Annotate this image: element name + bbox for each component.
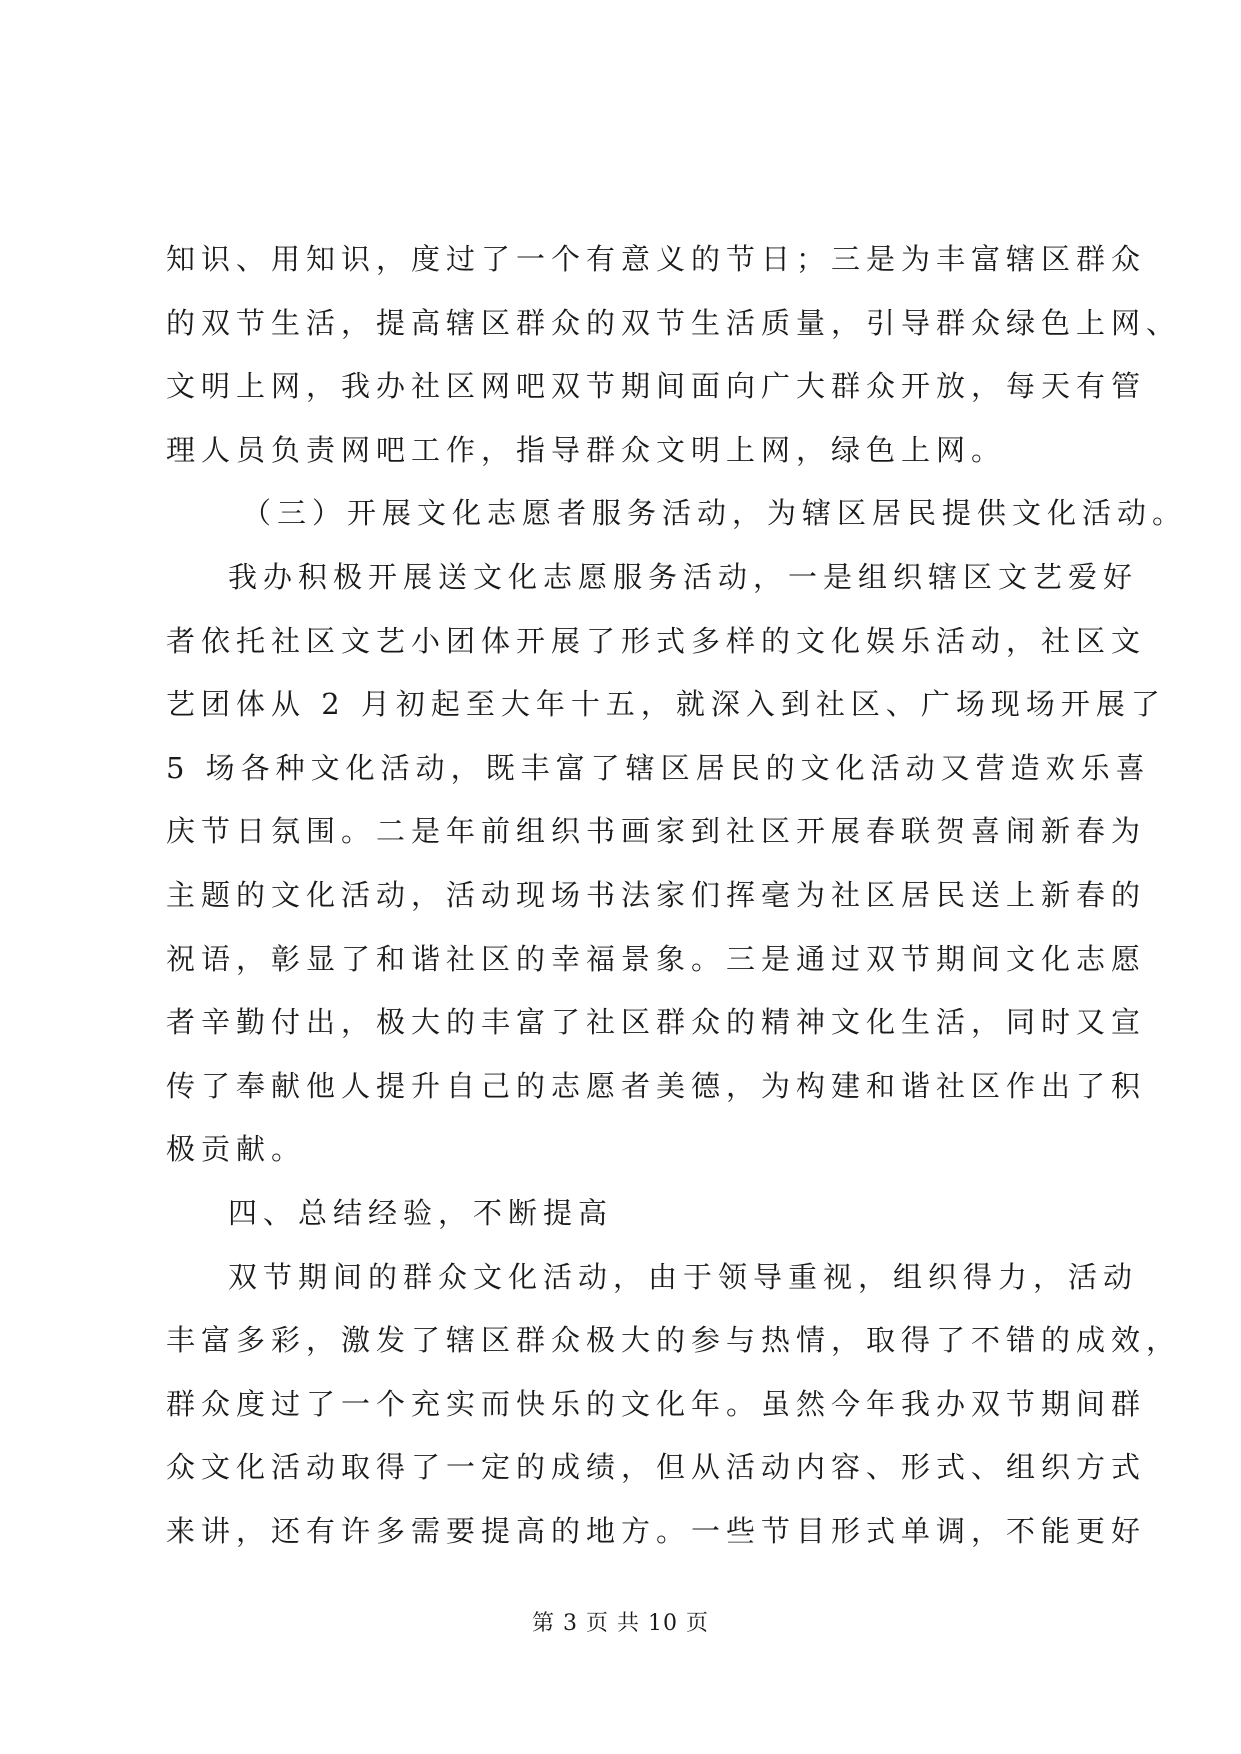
text-line: 极贡献。 (166, 1132, 307, 1167)
document-body (166, 228, 1188, 1563)
paragraph-first-line: 双节期间的群众文化活动，由于领导重视，组织得力，活动 (228, 1259, 1139, 1294)
text-line: 来讲，还有许多需要提高的地方。一些节目形式单调，不能更好 (166, 1513, 1147, 1548)
text-line: 庆节日氛围。二是年前组织书画家到社区开展春联贺喜闹新春为 (166, 814, 1147, 849)
text-line: 的双节生活，提高辖区群众的双节生活质量，引导群众绿色上网、 (166, 305, 1182, 340)
page-number-footer: 第 3 页 共 10 页 (532, 1611, 709, 1636)
text-line: 主题的文化活动，活动现场书法家们挥毫为社区居民送上新春的 (166, 877, 1147, 912)
text-line: 群众度过了一个充实而快乐的文化年。虽然今年我办双节期间群 (166, 1386, 1147, 1421)
text-line: 知识、用知识，度过了一个有意义的节日；三是为丰富辖区群众 (166, 242, 1147, 276)
text-line: 丰富多彩，激发了辖区群众极大的参与热情，取得了不错的成效， (166, 1323, 1182, 1358)
text-line: 5 场各种文化活动，既丰富了辖区居民的文化活动又营造欢乐喜 (166, 750, 1151, 785)
text-line: 艺团体从 2 月初起至大年十五，就深入到社区、广场现场开展了 (166, 687, 1166, 722)
text-line: 祝语，彰显了和谐社区的幸福景象。三是通过双节期间文化志愿 (166, 941, 1147, 976)
text-line: 者依托社区文艺小团体开展了形式多样的文化娱乐活动，社区文 (166, 623, 1147, 658)
text-line: 理人员负责网吧工作，指导群众文明上网，绿色上网。 (166, 432, 1007, 467)
text-line: 众文化活动取得了一定的成绩，但从活动内容、形式、组织方式 (166, 1450, 1147, 1485)
section-heading: （三）开展文化志愿者服务活动，为辖区居民提供文化活动。 (242, 496, 1188, 531)
text-line: 文明上网，我办社区网吧双节期间面向广大群众开放，每天有管 (166, 369, 1147, 404)
section-heading: 四、总结经验，不断提高 (228, 1195, 614, 1230)
paragraph-first-line: 我办积极开展送文化志愿服务活动，一是组织辖区文艺爱好 (228, 559, 1139, 594)
text-line: 者辛勤付出，极大的丰富了社区群众的精神文化生活，同时又宣 (166, 1005, 1147, 1040)
text-line: 传了奉献他人提升自己的志愿者美德，为构建和谐社区作出了积 (166, 1068, 1147, 1103)
